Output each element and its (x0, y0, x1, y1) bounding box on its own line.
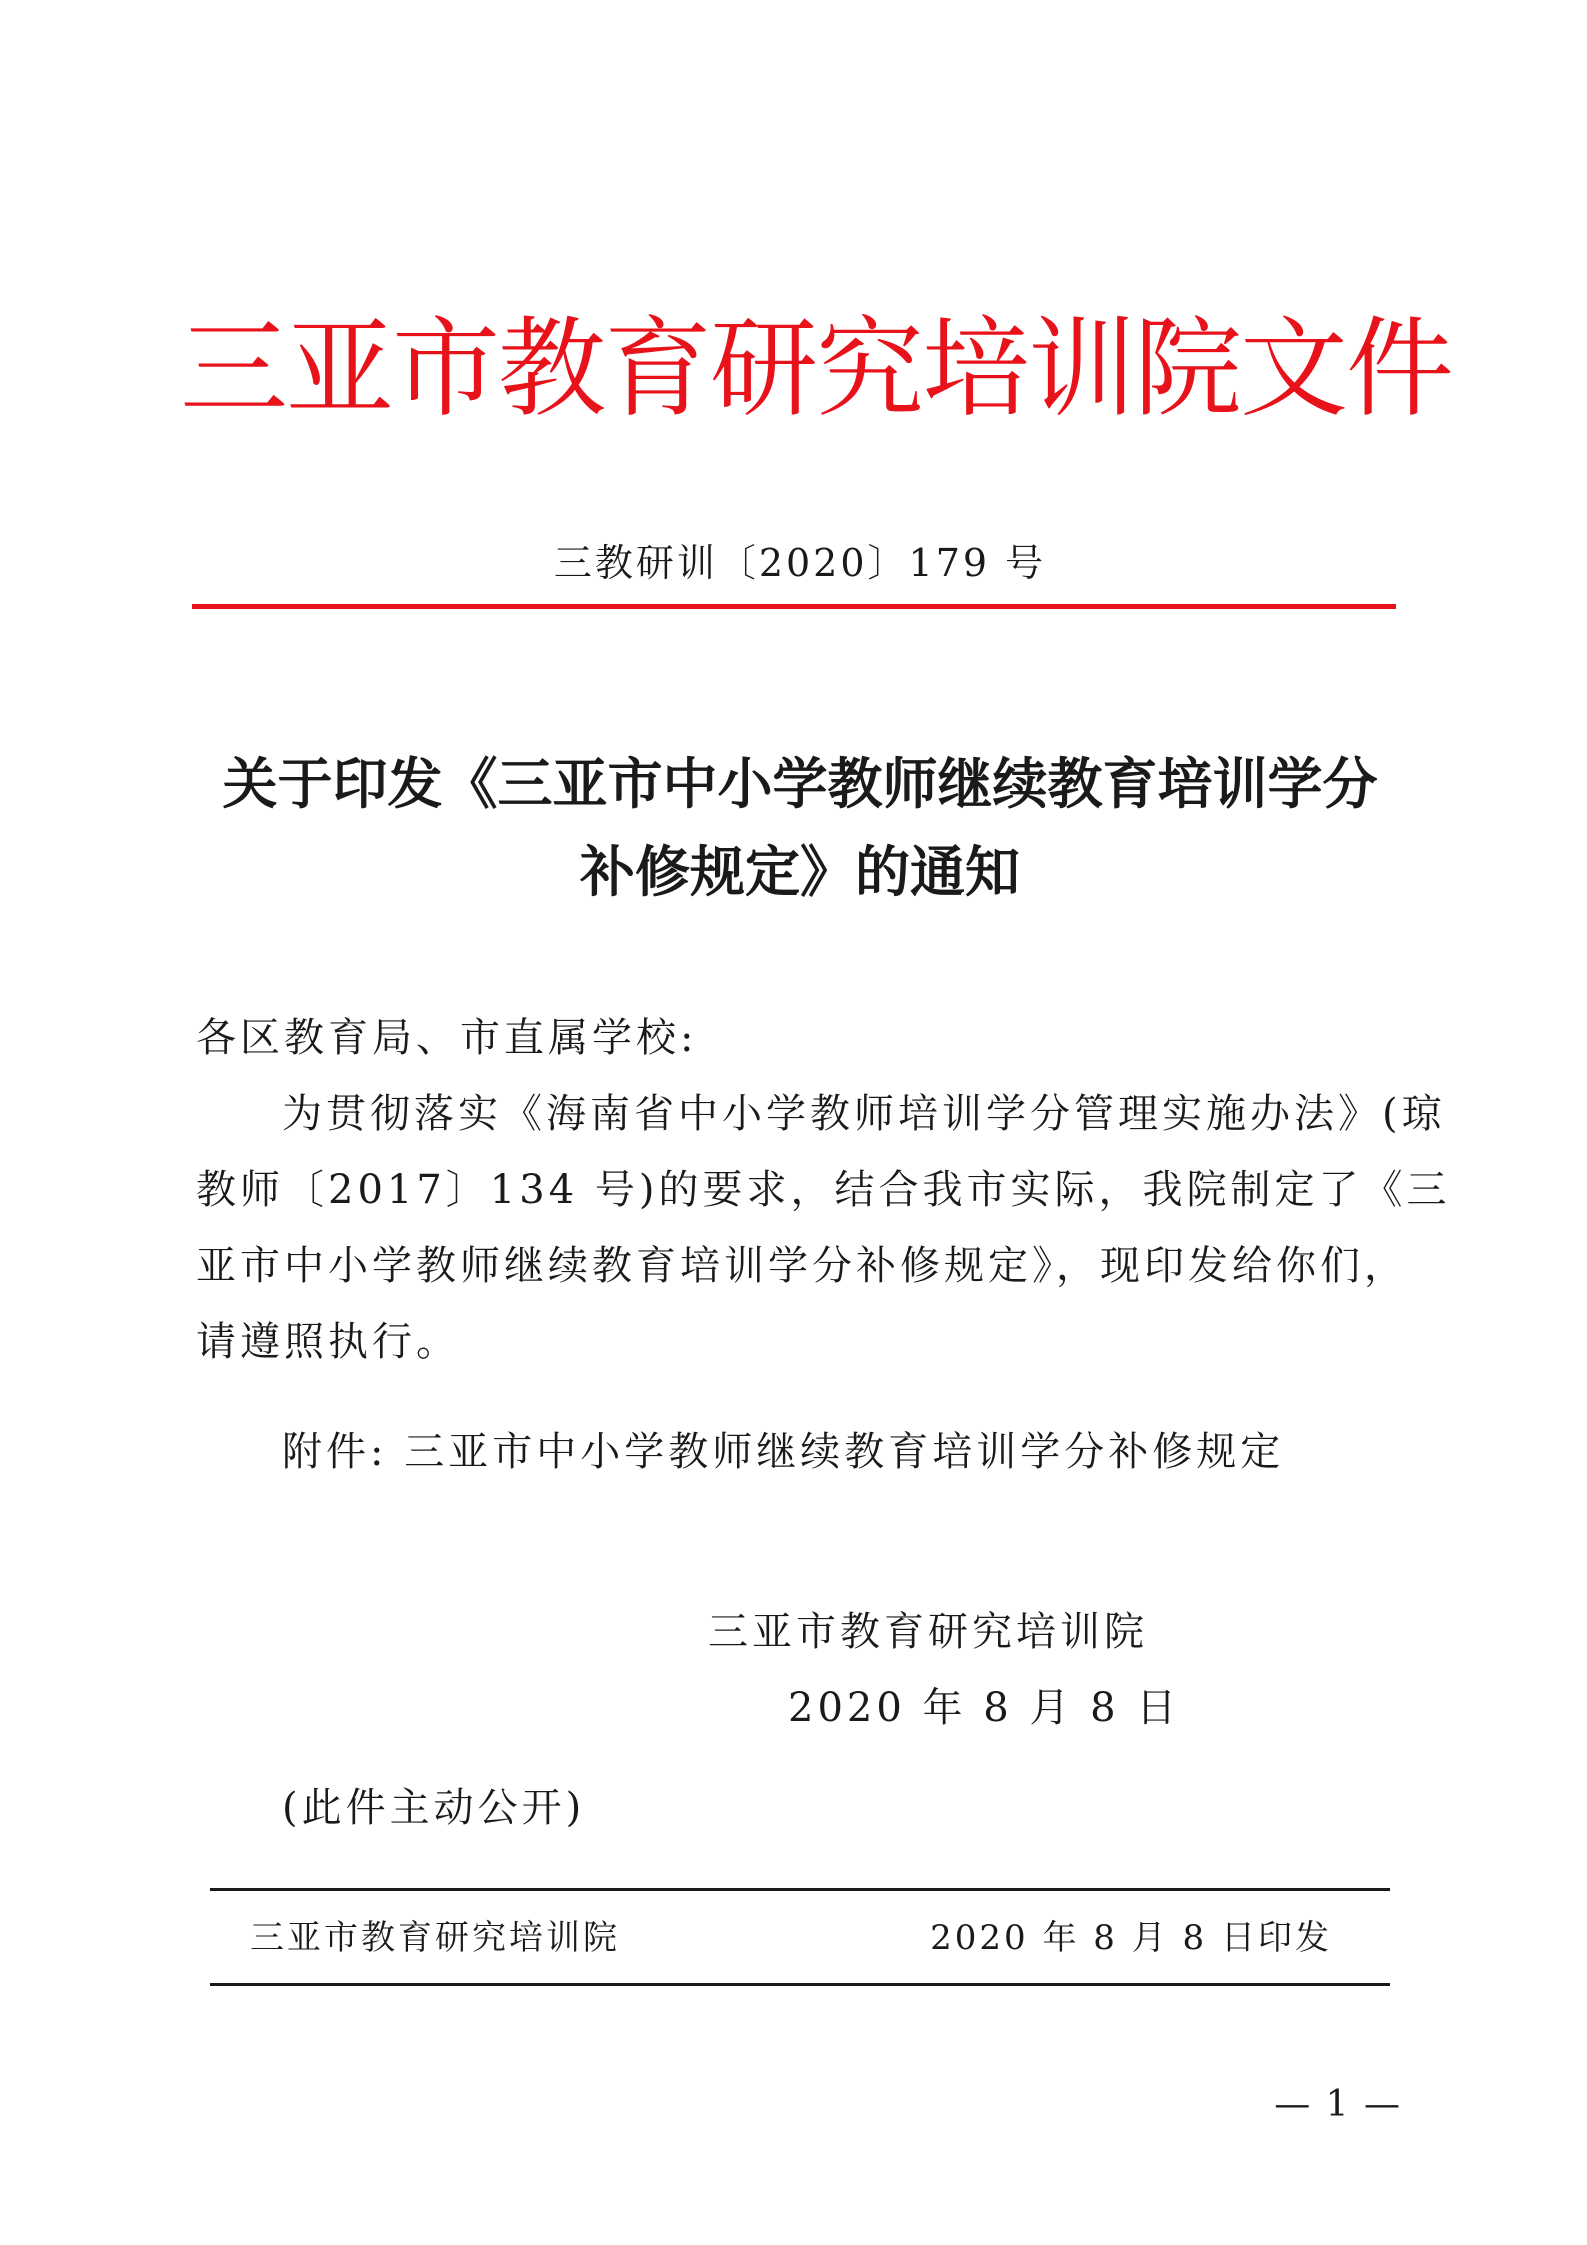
paragraph-line-2: 教师〔2017〕134 号)的要求，结合我市实际，我院制定了《三 (196, 1167, 1451, 1213)
page-number: — 1 — (1274, 2084, 1402, 2125)
footer-top-rule (210, 1888, 1390, 1891)
salutation: 各区教育局、市直属学校: (196, 1015, 698, 1061)
attachment-line: 附件: 三亚市中小学教师继续教育培训学分补修规定 (282, 1429, 1285, 1475)
notice-title-line-2: 补修规定》的通知 (579, 839, 1020, 904)
document-number: 三教研训〔2020〕179 号 (553, 541, 1047, 585)
document-header-title: 三亚市教育研究培训院文件 (180, 307, 1453, 432)
notice-title-line-1: 关于印发《三亚市中小学教师继续教育培训学分 (222, 751, 1378, 816)
paragraph-line-3: 亚市中小学教师继续教育培训学分补修规定》，现印发给你们， (196, 1243, 1408, 1289)
notice-title (180, 740, 1420, 916)
issuer-signature: 三亚市教育研究培训院 (708, 1609, 1148, 1655)
body-paragraph (196, 1076, 1451, 1380)
paragraph-line-4: 请遵照执行。 (196, 1319, 460, 1365)
header-red-divider (192, 604, 1396, 609)
footer-print-date: 2020 年 8 月 8 日印发 (930, 1918, 1332, 1958)
footer-organization: 三亚市教育研究培训院 (250, 1918, 620, 1958)
public-disclosure-note: (此件主动公开) (282, 1785, 586, 1831)
paragraph-line-1: 为贯彻落实《海南省中小学教师培训学分管理实施办法》(琼 (282, 1091, 1446, 1137)
footer-bottom-rule (210, 1983, 1390, 1986)
issue-date: 2020 年 8 月 8 日 (788, 1685, 1181, 1731)
